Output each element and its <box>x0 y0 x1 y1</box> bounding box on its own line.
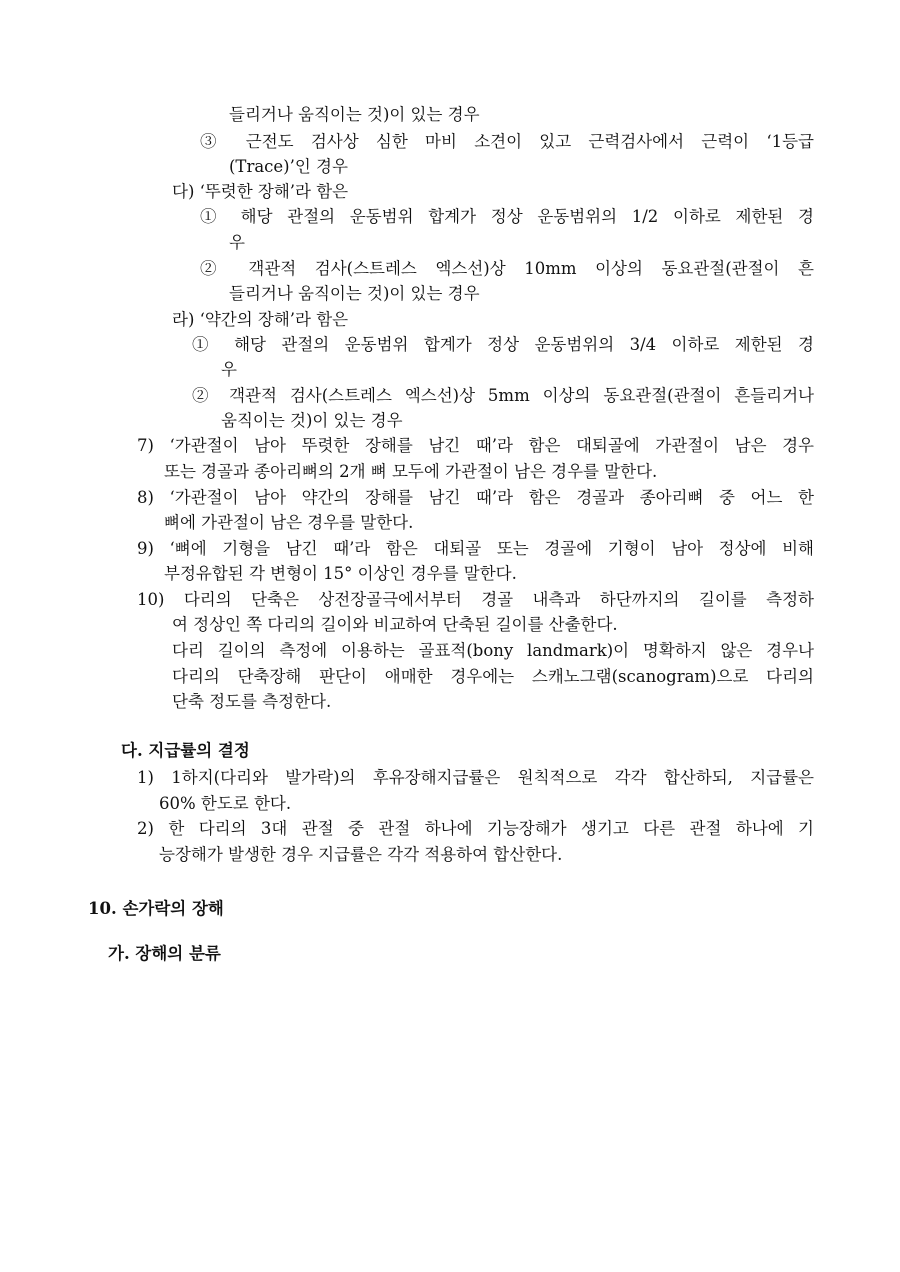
text-line: 능장해가 발생한 경우 지급률은 각각 적용하여 합산한다. <box>159 845 563 864</box>
text-line: 움직이는 것)이 있는 경우 <box>221 411 403 430</box>
section-heading: 다. 지급률의 결정 <box>121 741 250 760</box>
list-item-2: ② 객관적 검사(스트레스 엑스선)상 5mm 이상의 동요관절(관절이 흔들리거나 <box>192 386 814 405</box>
item-10: 10) 다리의 단축은 상전장골극에서부터 경골 내측과 하단까지의 길이를 측정하 <box>137 590 814 609</box>
item-9: 9) ‘뼈에 기형을 남긴 때’라 함은 대퇴골 또는 경골에 기형이 남아 정상에 비해 <box>137 539 814 558</box>
chapter-heading: 10. 손가락의 장해 <box>88 899 224 918</box>
text-line: 다리의 단축장해 판단이 애매한 경우에는 스캐노그램(scanogram)으로 다리의 <box>172 667 814 686</box>
subsection-heading: 라) ‘약간의 장해’라 함은 <box>172 310 349 329</box>
list-item-2: ② 객관적 검사(스트레스 엑스선)상 10mm 이상의 동요관절(관절이 흔 <box>200 259 814 278</box>
text-line: 들리거나 움직이는 것)이 있는 경우 <box>229 284 480 303</box>
text-line: 다리 길이의 측정에 이용하는 골표적(bony landmark)이 명확하지 않은 경우나 <box>172 641 814 660</box>
text-line: 부정유합된 각 변형이 15° 이상인 경우를 말한다. <box>164 564 517 583</box>
list-item-3: ③ 근전도 검사상 심한 마비 소견이 있고 근력검사에서 근력이 ‘1등급 <box>200 132 814 151</box>
text-line: 들리거나 움직이는 것)이 있는 경우 <box>229 105 480 124</box>
text-line: 우 <box>229 233 245 252</box>
item-2: 2) 한 다리의 3대 관절 중 관절 하나에 기능장해가 생기고 다른 관절 하나에 기 <box>137 819 814 838</box>
text-line: 우 <box>221 360 237 379</box>
text-line: 여 정상인 쪽 다리의 길이와 비교하여 단축된 길이를 산출한다. <box>172 615 618 634</box>
subsection-heading: 다) ‘뚜렷한 장해’라 함은 <box>172 182 349 201</box>
list-item-1: ① 해당 관절의 운동범위 합계가 정상 운동범위의 1/2 이하로 제한된 경 <box>200 207 814 226</box>
text-line: 또는 경골과 종아리뼈의 2개 뼈 모두에 가관절이 남은 경우를 말한다. <box>164 462 658 481</box>
text-line: 단축 정도를 측정한다. <box>172 692 332 711</box>
section-heading: 가. 장해의 분류 <box>108 944 221 963</box>
list-item-1: ① 해당 관절의 운동범위 합계가 정상 운동범위의 3/4 이하로 제한된 경 <box>192 335 814 354</box>
item-7: 7) ‘가관절이 남아 뚜렷한 장해를 남긴 때’라 함은 대퇴골에 가관절이 남은 경우 <box>137 436 814 455</box>
text-line: 뼈에 가관절이 남은 경우를 말한다. <box>164 513 414 532</box>
item-8: 8) ‘가관절이 남아 약간의 장해를 남긴 때’라 함은 경골과 종아리뼈 중 어느 한 <box>137 488 814 507</box>
text-line: (Trace)’인 경우 <box>229 157 348 176</box>
item-1: 1) 1하지(다리와 발가락)의 후유장해지급률은 원칙적으로 각각 합산하되, 지급률은 <box>137 768 814 787</box>
text-line: 60% 한도로 한다. <box>159 794 292 813</box>
